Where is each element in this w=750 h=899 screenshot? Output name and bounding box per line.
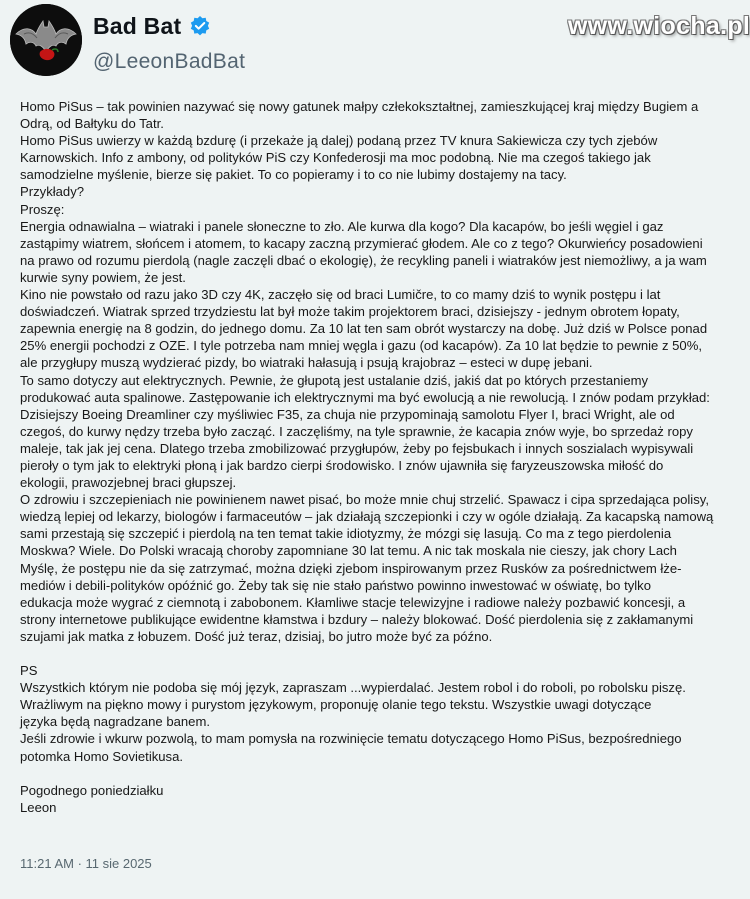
post-text: [20, 98, 738, 816]
post-line: Moskwa? Wiele. Do Polski wracają choroby zapomniane 30 lat temu. A nic tak moskala nie cieszy, jak chory Lach: [20, 543, 677, 559]
post-line: Myślę, że postępu nie da się zatrzymać, można dzięki zjebom inspirowanym przez Rusków za pośrednictwem łże-: [20, 560, 682, 576]
post-line: produkować auta spalinowe. Zastępowanie ich elektrycznymi ma być ewolucją a nie rewolucją. I znów podam przykład:: [20, 389, 710, 405]
post-line: edukacja może wygrać z ciemnotą i zabobonem. Kłamliwe stacje telewizyjne i radiowe należy pozbawić koncesji, a: [20, 594, 686, 610]
post-line: Wrażliwym na piękno mowy i purystom językowym, proponuję olanie tego tekstu. Wszystkie uwagi dotyczące: [20, 697, 652, 713]
post-line: zapewnia energię na 8 godzin, do jednego domu. Za 10 lat ten sam obrót wystarczy na dobę. Już dziś w Polsce ponad: [20, 321, 708, 337]
user-handle[interactable]: @LeeonBadBat: [93, 50, 246, 73]
post-line: mediów i debili-polityków opóźnić go. Żeby tak się nie stało państwo powinno inwestować w oświatę, bo tylko: [20, 577, 651, 593]
post-line: Homo PiSus – tak powinien nazywać się nowy gatunek małpy człekokształtnej, zamieszkującej kraj między Bugiem a: [20, 99, 699, 114]
post-line: zastąpimy wiatrem, słońcem i atomem, to kacapy zaczną przymierać głodem. Ale co z tego? Okurwieńcy posadowieni: [20, 235, 703, 251]
display-name[interactable]: Bad Bat: [93, 13, 182, 39]
post-line: PS: [20, 663, 38, 679]
blank-line: [20, 765, 738, 782]
post-line: wiedzą lepiej od lekarzy, biologów i farmaceutów – jak działają szczepionki i czy w ogóle działają. Za kacapską namową: [20, 509, 714, 525]
post-line: 25% energii pochodzi z OZE. I tyle potrzeba nam mniej węgla i gazu (od kacapów). Za 10 lat będzie to pewnie z 50%,: [20, 338, 702, 354]
post-line: na prawo od rozumu pierdolą (nagle zaczęli dbać o ekologię), że recykling paneli i wiatraków jest niemożliwy, a ja wam: [20, 252, 707, 268]
verified-badge-icon: [189, 15, 211, 37]
post-line: doświadczeń. Wiatrak sprzed trzydziestu lat był może takim projektorem braci, dzisiejszy - jednym obrotem łopaty,: [20, 304, 680, 320]
post-line: Wszystkich którym nie podoba się mój język, zapraszam ...wypierdalać. Jestem robol i do roboli, po robolsku piszę.: [20, 680, 686, 696]
post-line: czegoś, do kurwy nędzy trzeba było zacząć. I zaczęliśmy, na tyle sprawnie, że kacapia znów wyje, bo sprzedaż ropy: [20, 423, 693, 439]
post-line: kurwie syny powiem, że jest.: [20, 269, 186, 285]
avatar[interactable]: [10, 4, 82, 76]
post-line: O zdrowiu i szczepieniach nie powinienem nawet pisać, bo może mnie chuj strzelić. Spawacz i cipa sprzedająca polisy,: [20, 492, 709, 508]
post-line: Odrą, od Bałtyku do Tatr.: [20, 116, 164, 132]
post-line: ekologii, prawozjebnej braci głupszej.: [20, 475, 237, 491]
post-line: Leeon: [20, 799, 57, 815]
post-line: sami przestają się szczepić i pierdolą na ten temat takie idiotyzmy, że mózgi się lasują. Co ma z tego pierdolenia: [20, 526, 672, 542]
post-line: języka będą nagradzane banem.: [20, 714, 210, 730]
post-line: Homo PiSus uwierzy w każdą bzdurę (i przekaże ją dalej) podaną przez TV knura Sakiewicza czy tych zjebów: [20, 133, 658, 149]
blank-line: [20, 645, 738, 662]
post-line: Kino nie powstało od razu jako 3D czy 4K, zaczęło się od braci Lumičre, to co mamy dziś to wynik postępu i lat: [20, 287, 661, 303]
post-line: Przykłady?: [20, 184, 85, 200]
post-timestamp[interactable]: 11:21 AM · 11 sie 2025: [20, 856, 152, 871]
post-line: potomka Homo Sovietikusa.: [20, 748, 184, 764]
post-line: Energia odnawialna – wiatraki i panele słoneczne to zło. Ale kurwa dla kogo? Dla kacapów, bo jeśli węgiel i gaz: [20, 218, 664, 234]
post-line: samodzielne myślenie, bierze się pakiet. To co popieramy i to co nie lubimy dostajemy na tacy.: [20, 167, 567, 183]
post-line: ale przygłupy muszą wydzierać pizdy, bo wiatraki hałasują i psują krajobraz – esteci w dupę jebani.: [20, 355, 593, 371]
post-line: Karnowskich. Info z ambony, od polityków PiS czy Konfederosji ma moc podobną. Nie ma czegoś takiego jak: [20, 150, 651, 166]
post-line: strony internetowe publikujące ewidentne kłamstwa i bzdury – należy blokować. Dość pierdolenia się z zakłamanymi: [20, 611, 694, 627]
post-line: Pogodnego poniedziałku: [20, 782, 164, 798]
post-header: [0, 0, 750, 88]
post-line: Proszę:: [20, 201, 65, 217]
post-line: To samo dotyczy aut elektrycznych. Pewnie, że głupotą jest ustalanie dziś, jakiś dat po których przestaniemy: [20, 372, 649, 388]
bat-logo-icon: [10, 4, 82, 76]
watermark: www.wiocha.pl: [568, 12, 750, 40]
post-line: szujami jak matka z łobuzem. Dość już teraz, dzisiaj, bo jutro może być za późno.: [20, 628, 493, 644]
post-line: Dzisiejszy Boeing Dreamliner czy myśliwiec F35, za chuja nie przypominają samolotu Flyer I, braci Wright, ale od: [20, 406, 675, 422]
post-line: pieroły o tym jak to elektryki płoną i jak bardzo cierpi środowisko. I znów ujawniła się faryzeuszowska miłość do: [20, 457, 664, 473]
post-line: Jeśli zdrowie i wkurw pozwolą, to mam pomysła na rozwinięcie tematu dotyczącego Homo PiSus, bezpośredniego: [20, 731, 682, 747]
post-line: maleje, tak jak jej cena. Dlatego trzeba zmobilizować przygłupów, żeby po fejsbukach i innych soszialach wypisywali: [20, 440, 694, 456]
